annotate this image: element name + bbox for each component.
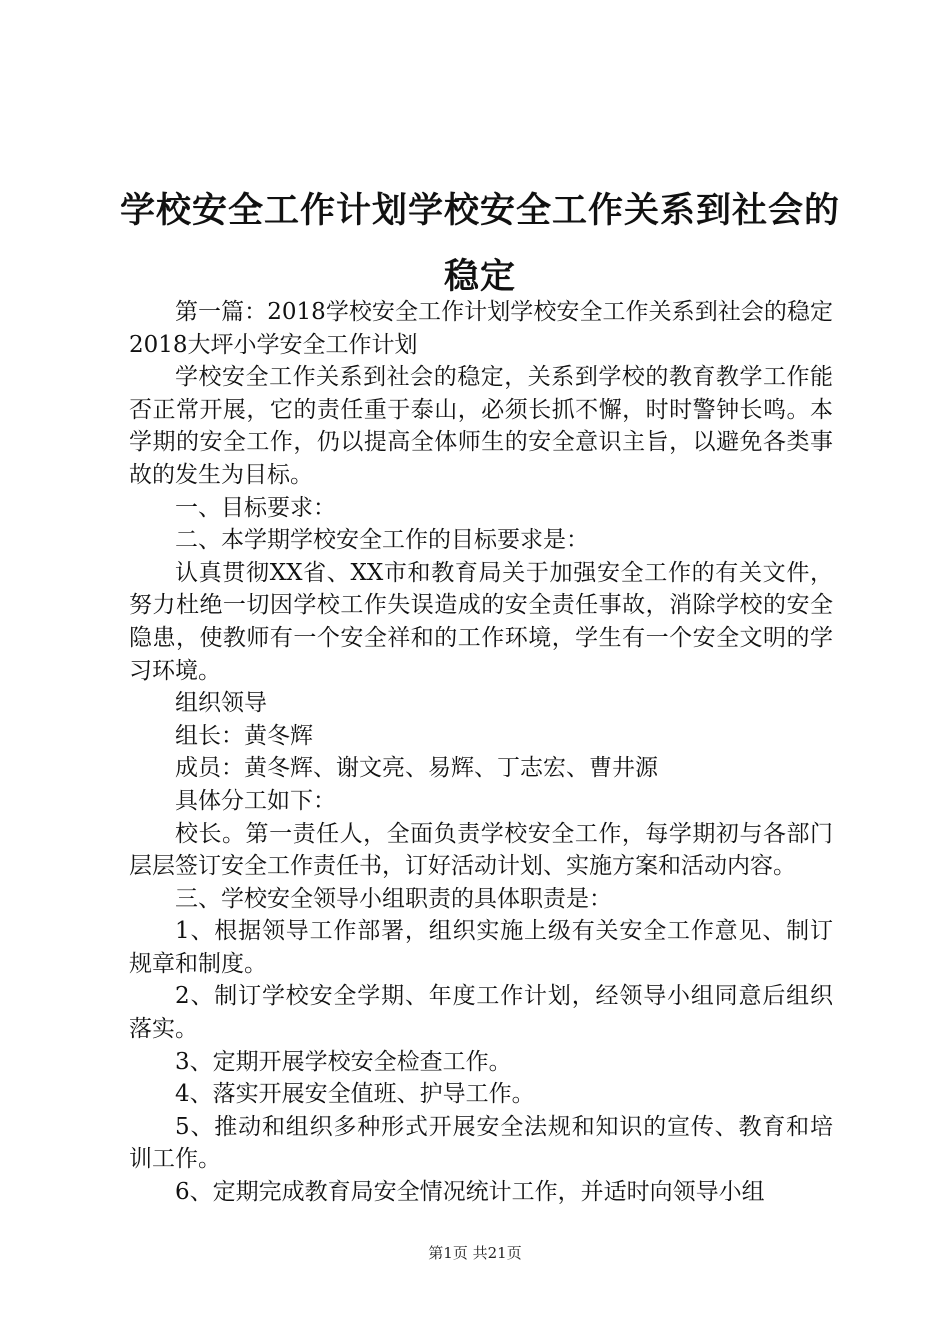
paragraph: 成员：黄冬辉、谢文亮、易辉、丁志宏、曹井源 (175, 755, 658, 782)
document-body (129, 296, 833, 1209)
paragraph: 认真贯彻XX省、XX市和教育局关于加强安全工作的有关文件，努力杜绝一切因学校工作失误造成的安全责任事故，消除学校的安全隐患，使教师有一个安全祥和的工作环境，学生有一个安全文明的学习环境。 (129, 559, 833, 684)
paragraph: 具体分工如下： (175, 787, 336, 814)
list-item: 6、定期完成教育局安全情况统计工作，并适时向领导小组 (175, 1179, 765, 1206)
paragraph: 学校安全工作关系到社会的稳定，关系到学校的教育教学工作能否正常开展，它的责任重于泰山，必须长抓不懈，时时警钟长鸣。本学期的安全工作，仍以提高全体师生的安全意识主旨，以避免各类事故的发生为目标。 (129, 364, 833, 488)
list-item: 1、根据领导工作部署，组织实施上级有关安全工作意见、制订规章和制度。 (129, 918, 833, 977)
section-heading: 一、目标要求： (175, 494, 336, 521)
paragraph: 校长。第一责任人，全面负责学校安全工作，每学期初与各部门层层签订安全工作责任书，订好活动计划、实施方案和活动内容。 (129, 820, 833, 880)
paragraph: 第一篇：2018学校安全工作计划学校安全工作关系到社会的稳定2018大坪小学安全工作计划 (129, 299, 833, 358)
section-heading: 二、本学期学校安全工作的目标要求是： (175, 527, 589, 554)
list-item: 2、制订学校安全学期、年度工作计划，经领导小组同意后组织落实。 (129, 983, 833, 1043)
document-title: 学校安全工作计划学校安全工作关系到社会的稳定 (120, 191, 841, 297)
paragraph: 组长：黄冬辉 (175, 722, 313, 749)
list-item: 5、推动和组织多种形式开展安全法规和知识的宣传、教育和培训工作。 (129, 1113, 833, 1173)
section-heading: 三、学校安全领导小组职责的具体职责是： (175, 885, 612, 912)
list-item: 3、定期开展学校安全检查工作。 (175, 1048, 512, 1075)
list-item: 4、落实开展安全值班、护导工作。 (175, 1081, 535, 1108)
paragraph: 组织领导 (175, 690, 267, 717)
page-number-footer: 第1页 共21页 (428, 1244, 522, 1262)
